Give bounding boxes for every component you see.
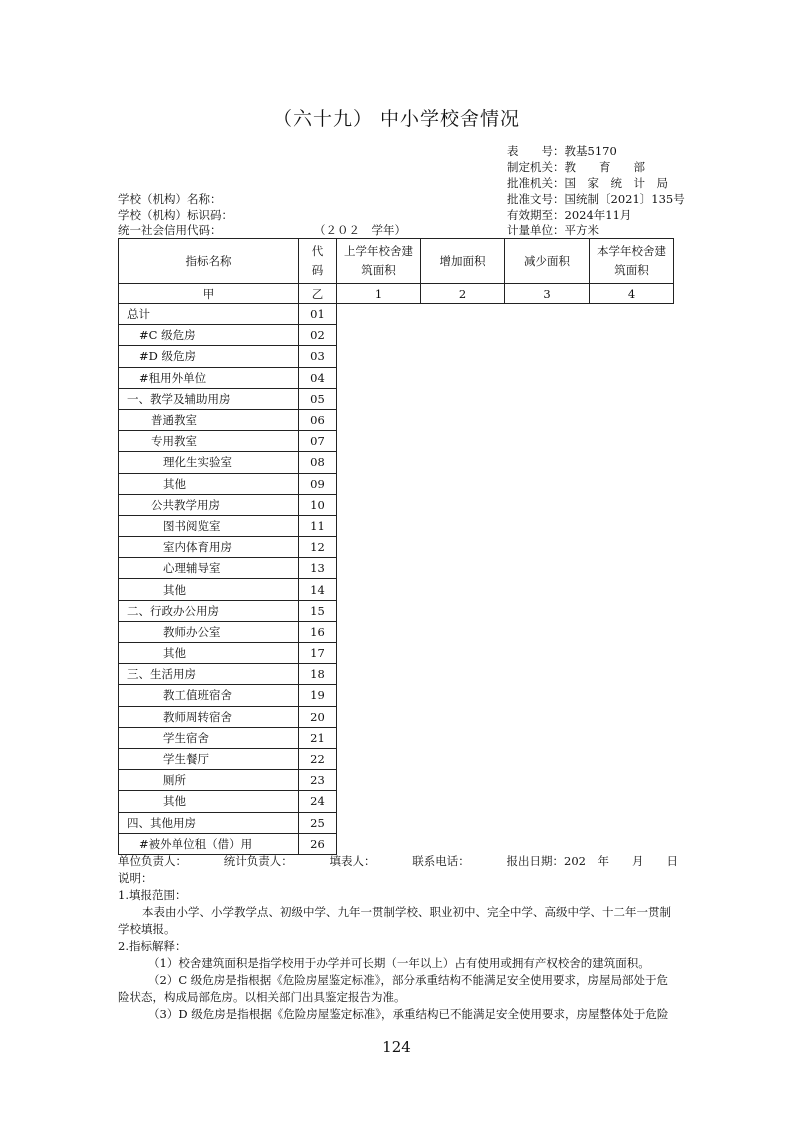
row-name: #被外单位租（借）用 — [119, 833, 299, 854]
row-code: 14 — [299, 579, 337, 600]
row-code: 05 — [299, 388, 337, 409]
row-name: 其他 — [119, 643, 299, 664]
row-code: 06 — [299, 409, 337, 430]
header-current-area: 本学年校舍建筑面积 — [590, 239, 674, 284]
row-name: 总计 — [119, 304, 299, 325]
row-code: 08 — [299, 452, 337, 473]
row-code: 16 — [299, 621, 337, 642]
row-code: 10 — [299, 494, 337, 515]
row-code: 18 — [299, 664, 337, 685]
row-code: 04 — [299, 367, 337, 388]
row-name: 教工值班宿舍 — [119, 685, 299, 706]
row-name: 教师办公室 — [119, 621, 299, 642]
row-code: 02 — [299, 325, 337, 346]
row-code: 19 — [299, 685, 337, 706]
definition-3: （3）D 级危房是指根据《危险房屋鉴定标准》，承重结构已不能满足安全使用要求，房屋整体处于危险 — [148, 1007, 669, 1021]
row-name: 其他 — [119, 579, 299, 600]
row-code: 03 — [299, 346, 337, 367]
row-code: 21 — [299, 727, 337, 748]
header-decrease: 减少面积 — [505, 239, 590, 284]
row-code: 11 — [299, 515, 337, 536]
definition-1: （1）校舍建筑面积是指学校用于办学并可长期（一年以上）占有使用或拥有产权校舍的建筑面积。 — [148, 956, 650, 970]
row-code: 07 — [299, 431, 337, 452]
school-year-label: （２０２ 学年） — [314, 223, 406, 237]
row-name: 三、生活用房 — [119, 664, 299, 685]
row-name: 普通教室 — [119, 409, 299, 430]
row-code: 25 — [299, 812, 337, 833]
row-name: 专用教室 — [119, 431, 299, 452]
row-name: 其他 — [119, 473, 299, 494]
row-name: 学生餐厅 — [119, 748, 299, 769]
subheader: 4 — [590, 284, 674, 304]
school-id-label: 学校（机构）标识码： — [118, 208, 233, 222]
approval-doc-number: 批准文号：国统制〔2021〕135号 — [507, 192, 685, 206]
row-code: 20 — [299, 706, 337, 727]
row-code: 17 — [299, 643, 337, 664]
row-code: 09 — [299, 473, 337, 494]
subheader: 2 — [421, 284, 505, 304]
phone-label: 联系电话： — [412, 854, 470, 868]
row-name: 教师周转宿舍 — [119, 706, 299, 727]
subheader: 3 — [505, 284, 590, 304]
row-name: 厕所 — [119, 770, 299, 791]
measurement-unit: 计量单位：平方米 — [507, 223, 599, 237]
report-date-label: 报出日期：202 年 月 日 — [506, 854, 678, 868]
table-row — [119, 304, 674, 325]
authority: 制定机关：教 育 部 — [507, 160, 645, 174]
subheader: 1 — [337, 284, 421, 304]
section-1-title: 1.填报范围： — [118, 888, 187, 902]
row-name: 图书阅览室 — [119, 515, 299, 536]
row-code: 22 — [299, 748, 337, 769]
row-name: 四、其他用房 — [119, 812, 299, 833]
definition-2: （2）C 级危房是指根据《危险房屋鉴定标准》，部分承重结构不能满足安全使用要求，房屋局部处于危险状态，构成局部危房。以相关部门出具鉴定报告为准。 — [118, 973, 669, 1004]
row-code: 13 — [299, 558, 337, 579]
row-code: 01 — [299, 304, 337, 325]
footer — [118, 853, 678, 1023]
filler-label: 填表人： — [329, 854, 376, 868]
page-title: （六十九） 中小学校舍情况 — [272, 108, 521, 130]
unit-head-label: 单位负责人： — [118, 854, 187, 868]
row-name: 其他 — [119, 791, 299, 812]
header-increase: 增加面积 — [421, 239, 505, 284]
row-code: 23 — [299, 770, 337, 791]
row-name: 学生宿舍 — [119, 727, 299, 748]
notes-label: 说明： — [118, 871, 153, 885]
subheader: 甲 — [119, 284, 299, 304]
school-name-label: 学校（机构）名称： — [118, 192, 222, 206]
row-name: #D 级危房 — [119, 346, 299, 367]
row-name: #租用外单位 — [119, 367, 299, 388]
header-name: 指标名称 — [119, 239, 299, 284]
row-code: 15 — [299, 600, 337, 621]
row-name: 二、行政办公用房 — [119, 600, 299, 621]
section-2-title: 2.指标解释： — [118, 939, 187, 953]
header-code: 代码 — [299, 239, 337, 284]
row-code: 24 — [299, 791, 337, 812]
row-name: 心理辅导室 — [119, 558, 299, 579]
approver: 批准机关：国 家 统 计 局 — [507, 176, 668, 190]
stat-head-label: 统计负责人： — [223, 854, 293, 868]
table-number: 表 号：教基5170 — [507, 144, 617, 158]
school-building-table — [118, 238, 674, 855]
page-number: 124 — [382, 1038, 411, 1056]
data-area — [337, 304, 674, 855]
row-code: 12 — [299, 537, 337, 558]
row-name: 一、教学及辅助用房 — [119, 388, 299, 409]
section-1-text: 本表由小学、小学教学点、初级中学、九年一贯制学校、职业初中、完全中学、高级中学、十二年一贯制学校填报。 — [118, 905, 671, 936]
row-name: #C 级危房 — [119, 325, 299, 346]
header-prev-area: 上学年校舍建筑面积 — [337, 239, 421, 284]
signature-line — [118, 853, 678, 870]
row-name: 公共教学用房 — [119, 494, 299, 515]
row-name: 理化生实验室 — [119, 452, 299, 473]
row-name: 室内体育用房 — [119, 537, 299, 558]
subheader: 乙 — [299, 284, 337, 304]
valid-until: 有效期至：2024年11月 — [507, 208, 632, 222]
row-code: 26 — [299, 833, 337, 854]
credit-code-label: 统一社会信用代码： — [118, 223, 222, 237]
